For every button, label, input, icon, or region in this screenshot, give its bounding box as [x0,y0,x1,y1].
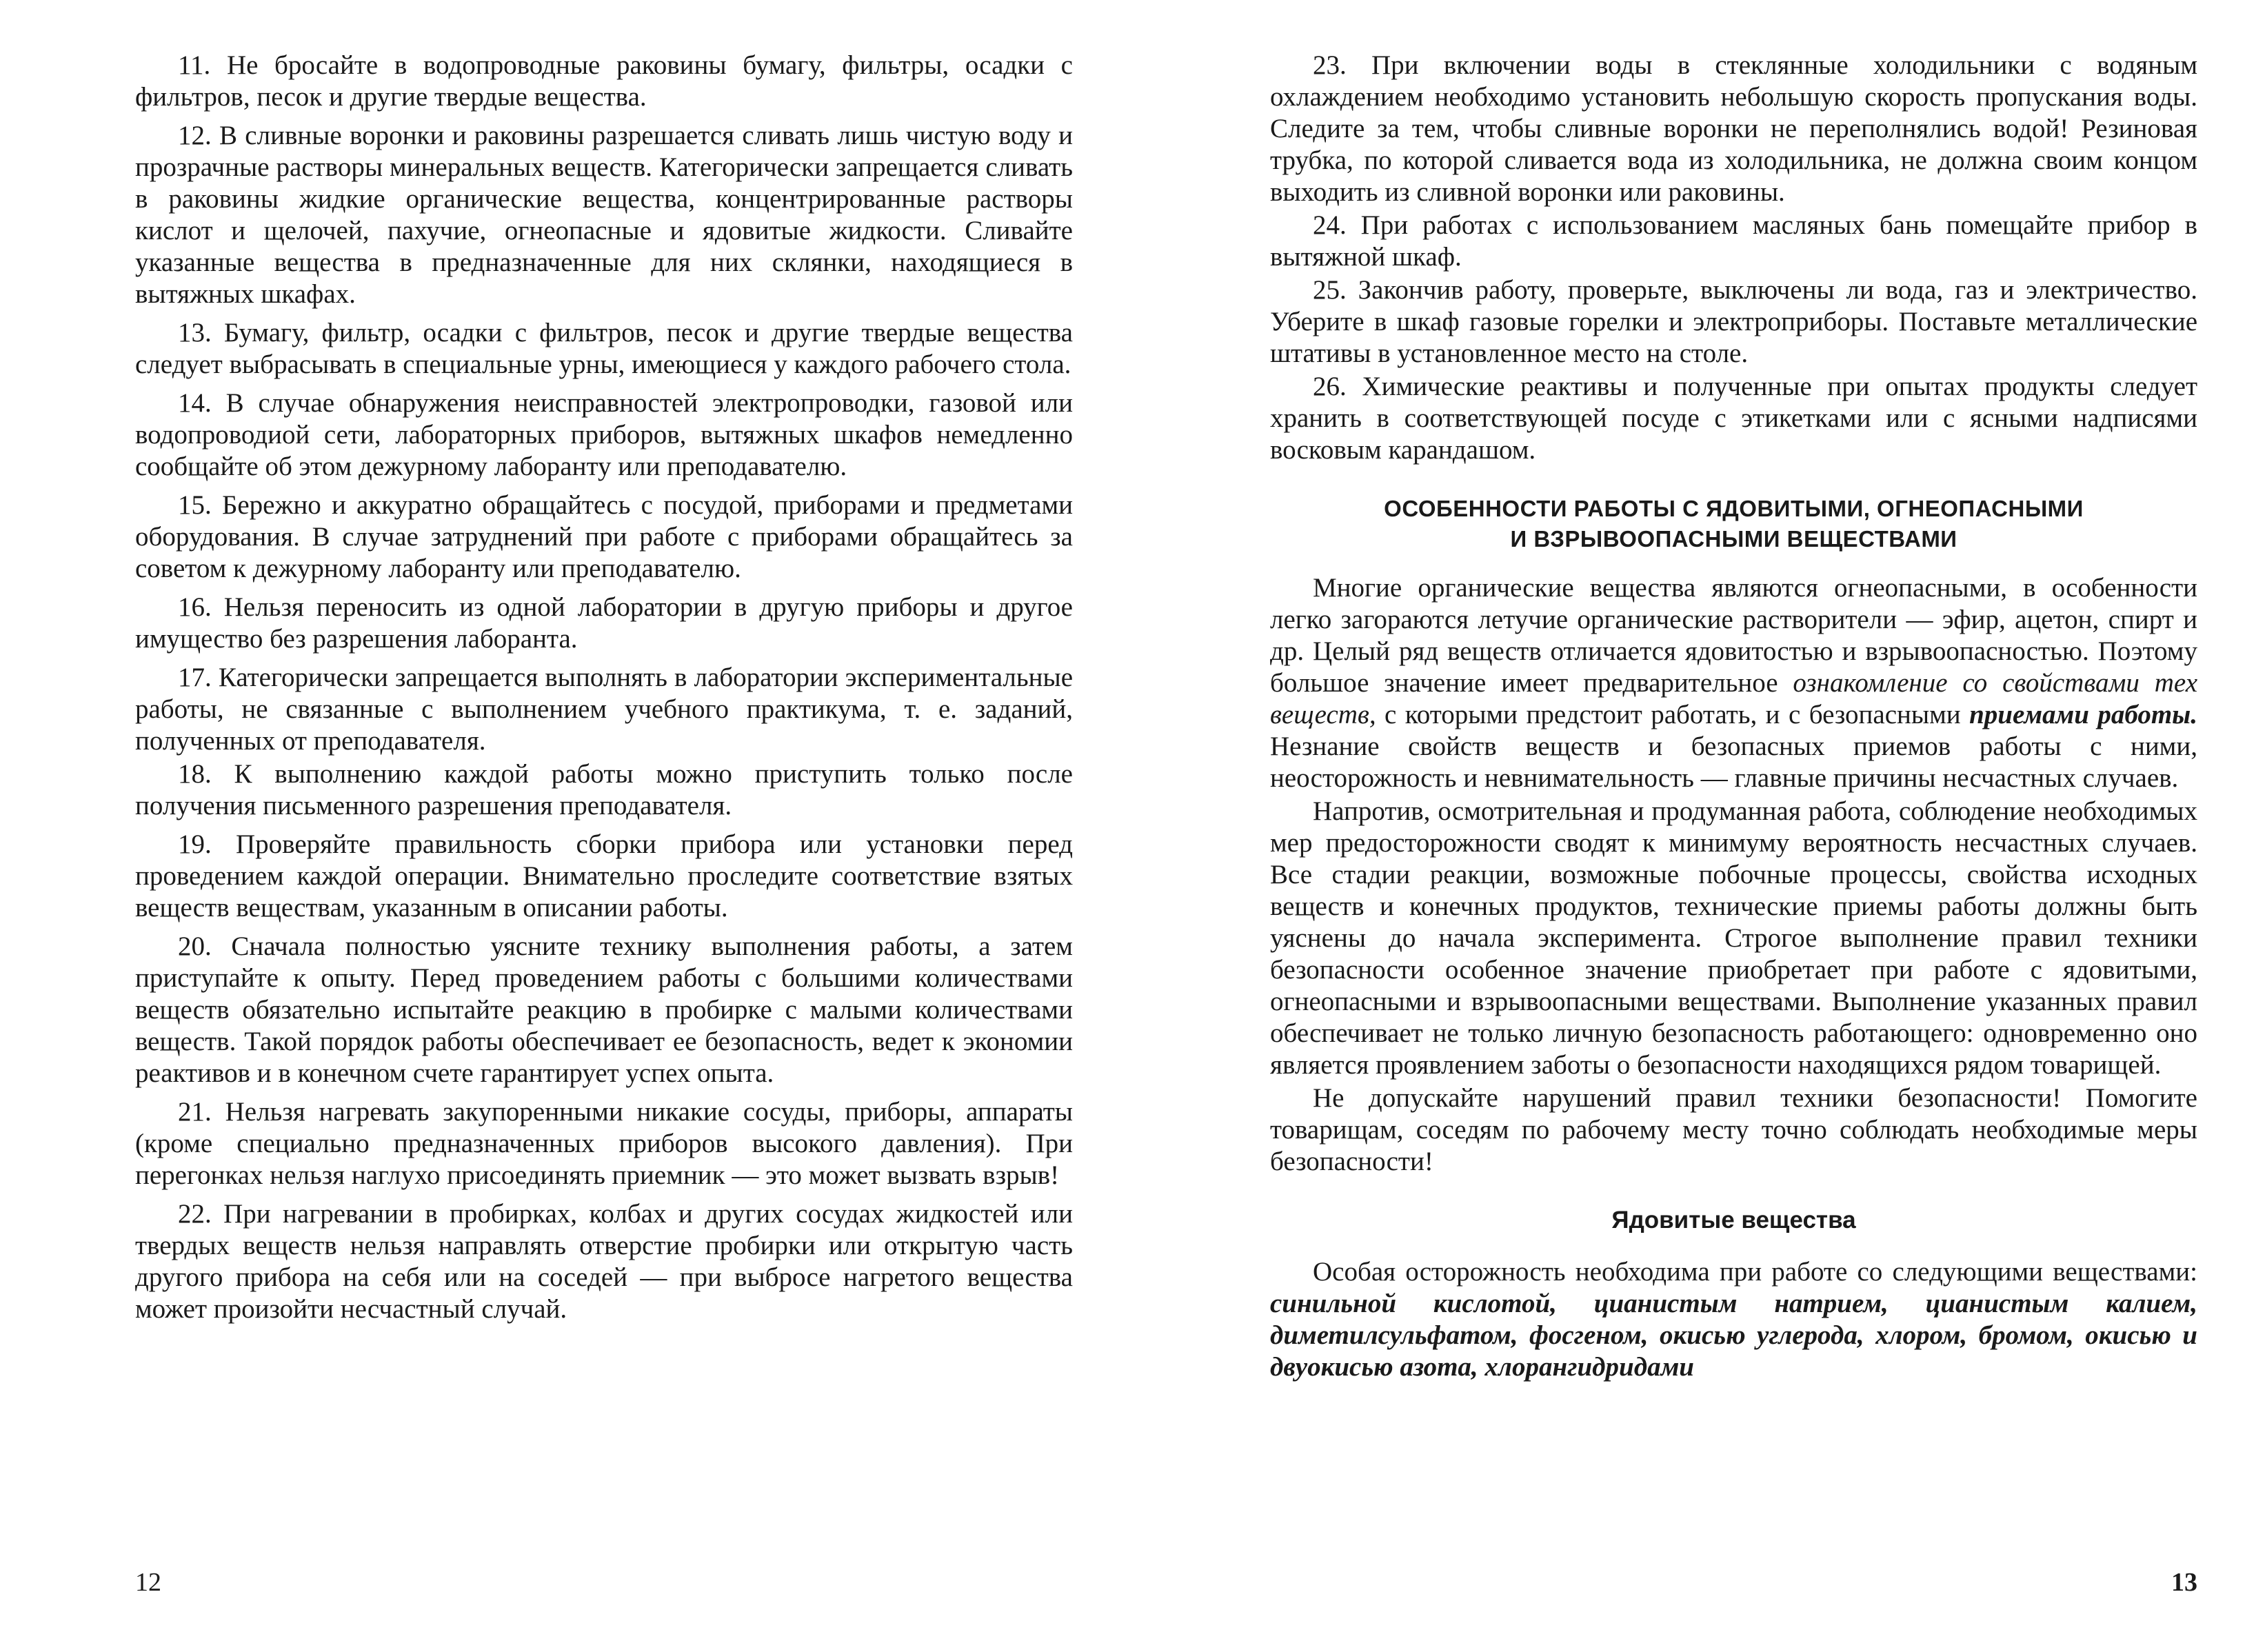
rule-19: 19. Проверяйте правильность сборки прибора или установки перед проведением каждой операции. Внимательно проследите соответствие взятых веществ веществам, указанным в описании работы. [135,829,1073,923]
rule-21: 21. Нельзя нагревать закупоренными никакие сосуды, приборы, аппараты (кроме специально предназначенных приборов высокого давления). При перегонках нельзя наглухо присоединять приемник — это может вызвать взрыв! [135,1097,1073,1190]
section-paragraph-1-text-a: Многие органические вещества являются огнеопасными, в особенности легко загораются летучие органические растворители — эфир, ацетон, спирт и др. Целый ряд веществ отличается ядовитостью и взрывоопасностью. Поэтому большое значение имеет предварительное [1270,573,2197,698]
section-paragraph-3: Не допускайте нарушений правил техники безопасности! Помогите товарищам, соседям по рабочему месту точно соблюдать необходимые меры безопасности! [1270,1083,2197,1176]
rule-17: 17. Категорически запрещается выполнять в лаборатории экспериментальные работы, не связанные с выполнением учебного практикума, т. е. заданий, полученных от преподавателя. [135,663,1073,756]
section-paragraph-1 [1270,572,2197,794]
page-number-right: 13 [2171,1568,2197,1597]
right-page [1132,0,2265,1652]
poison-paragraph-substances: синильной кислотой, цианистым натрием, цианистым калием, диметилсульфатом, фосгеном, окисью углерода, хлором, бромом, окисью и двуокисью азота, хлорангидридами [1270,1289,2197,1382]
section-heading [1270,494,2197,554]
rule-25: 25. Закончив работу, проверьте, выключены ли вода, газ и электричество. Уберите в шкаф газовые горелки и электроприборы. Поставьте металлические штативы в установленное место на столе. [1270,275,2197,368]
rule-24: 24. При работах с использованием масляных бань помещайте прибор в вытяжной шкаф. [1270,210,2197,272]
left-page-text [135,50,1073,1332]
rule-15: 15. Бережно и аккуратно обращайтесь с посудой, приборами и предметами оборудования. В случае затруднений при работе с приборами обращайтесь за советом к дежурному лаборанту или преподавателю. [135,490,1073,583]
rule-11: 11. Не бросайте в водопроводные раковины бумагу, фильтры, осадки с фильтров, песок и другие твердые вещества. [135,50,1073,112]
rule-23: 23. При включении воды в стеклянные холодильники с водяным охлаждением необходимо установить небольшую скорость пропускания воды. Следите за тем, чтобы сливные воронки не переполнялись водой! Резиновая трубка, по которой сливается вода из холодильника, не должна своим концом выходить из сливной воронки или раковины. [1270,50,2197,207]
rule-16: 16. Нельзя переносить из одной лаборатории в другую приборы и другое имущество без разрешения лаборанта. [135,592,1073,654]
section-paragraph-2: Напротив, осмотрительная и продуманная работа, соблюдение необходимых мер предосторожности сводят к минимуму вероятность несчастных случаев. Все стадии реакции, возможные побочные процессы, свойства исходных веществ и конечных продуктов, технические приемы работы должны быть уяснены до начала эксперимента. Строгое выполнение правил техники безопасности особенное значение приобретает при работе с ядовитыми, огнеопасными и взрывоопасными веществами. Выполнение указанных правил обеспечивает не только личную безопасность работающего: одновременно оно является проявлением заботы о безопасности находящихся рядом товарищей. [1270,796,2197,1080]
rule-12: 12. В сливные воронки и раковины разрешается сливать лишь чистую воду и прозрачные растворы минеральных веществ. Категорически запрещается сливать в раковины жидкие органические вещества, концентрированные растворы кислот и щелочей, пахучие, огнеопасные и ядовитые жидкости. Сливайте указанные вещества в предназначенные для них склянки, находящиеся в вытяжных шкафах. [135,121,1073,309]
page-number-left: 12 [135,1568,161,1597]
rule-18: 18. К выполнению каждой работы можно приступить только после получения письменного разрешения преподавателя. [135,759,1073,820]
section-paragraph-1-text-b: с которыми предстоит работать, и с безопасными [1376,700,1970,729]
section-heading-line-2: И ВЗРЫВООПАСНЫМИ ВЕЩЕСТВАМИ [1510,526,1957,552]
rule-14: 14. В случае обнаружения неисправностей электропроводки, газовой или водопроводиой сети, лабораторных приборов, вытяжных шкафов немедленно сообщайте об этом дежурному лаборанту или преподавателю. [135,388,1073,481]
subheading-poisonous: Ядовитые вещества [1611,1207,1856,1233]
rule-20: 20. Сначала полностью уясните технику выполнения работы, а затем приступайте к опыту. Перед проведением работы с большими количествами веществ обязательно испытайте реакцию в пробирке с малыми количествами веществ. Такой порядок работы обеспечивает ее безопасность, ведет к экономии реактивов и в конечном счете гарантирует успех опыта. [135,931,1073,1088]
rule-13: 13. Бумагу, фильтр, осадки с фильтров, песок и другие твердые вещества следует выбрасывать в специальные урны, имеющиеся у каждого рабочего стола. [135,318,1073,379]
poison-paragraph [1270,1256,2197,1383]
left-page [0,0,1132,1652]
section-heading-line-1: ОСОБЕННОСТИ РАБОТЫ С ЯДОВИТЫМИ, ОГНЕОПАСНЫМИ [1384,496,2084,521]
section-paragraph-1-emphasis-b: приемами работы. [1969,700,2197,729]
poison-paragraph-text: Особая осторожность необходима при работе со следующими веществами: [1313,1257,2197,1287]
rule-22: 22. При нагревании в пробирках, колбах и других сосудах жидкостей или твердых веществ нельзя направлять отверстие пробирки или открытую часть другого прибора на себя или на соседей — при выбросе нагретого вещества может произойти несчастный случай. [135,1199,1073,1324]
rule-26: 26. Химические реактивы и полученные при опытах продукты следует хранить в соответствующей посуде с этикетками или с ясными надписями восковым карандашом. [1270,372,2197,465]
section-paragraph-1-emphasis-a: ознакомление со свойствами тех веществ, [1270,668,2197,729]
section-paragraph-1-text-c: Незнание свойств веществ и безопасных приемов работы с ними, неосторожность и невнимательность — главные причины несчастных случаев. [1270,732,2197,793]
right-page-text [1270,50,2197,1384]
